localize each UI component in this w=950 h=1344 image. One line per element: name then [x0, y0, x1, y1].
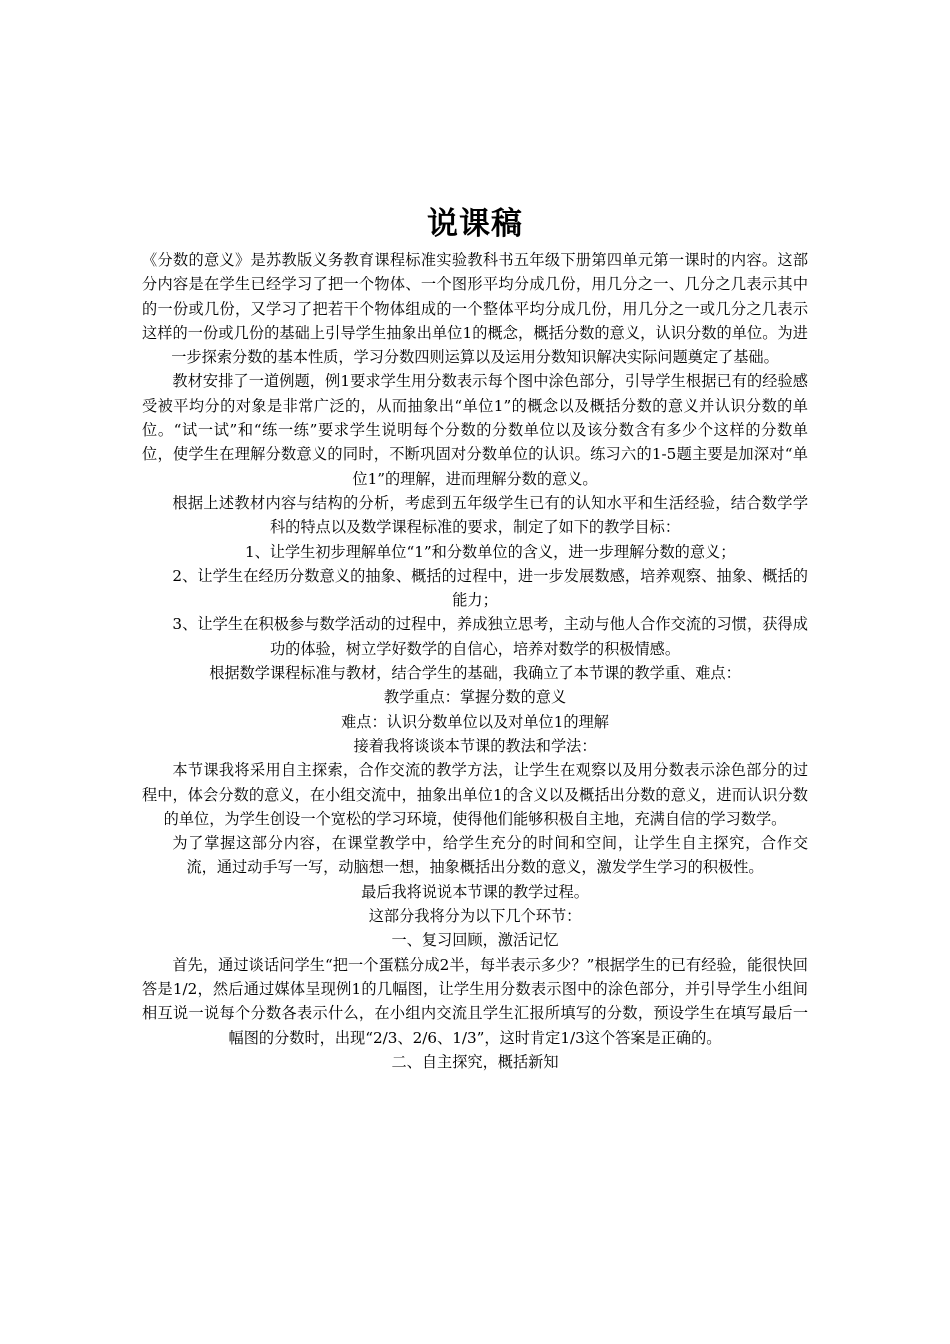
review-paragraph: 首先，通过谈话问学生“把一个蛋糕分成2半，每半表示多少？”根据学生的已有经验，能很快回答是1/2，然后通过媒体呈现例1的几幅图，让学生用分数表示图中的涂色部分，并引导学生小组间相互说一说每个分数各表示什么，在小组内交流且学生汇报所填写的分数，预设学生在填写最后一幅图的分数时，出现“2/3、2/6、1/3”，这时肯定1/3这个答案是正确的。	[142, 955, 808, 1047]
key-point: 教学重点：掌握分数的意义	[383, 688, 567, 707]
textbook-paragraph: 教材安排了一道例题，例1要求学生用分数表示每个图中涂色部分，引导学生根据已有的经验感受被平均分的对象是非常广泛的，从而抽象出“单位1”的概念以及概括分数的意义并认识分数的单位。“试一试”和“练一练”要求学生说明每个分数的分数单位以及该分数含有多少个这样的分数单位，使学生在理解分数意义的同时，不断巩固对分数单位的认识。练习六的1-5题主要是加深对“单位1”的理解，进而理解分数的意义。	[142, 372, 808, 488]
key-points-intro: 根据数学课程标准与教材，结合学生的基础，我确立了本节课的教学重、难点：	[209, 664, 741, 683]
objective-2: 2、让学生在经历分数意义的抽象、概括的过程中，进一步发展数感，培养观察、抽象、概括的能力；	[172, 566, 808, 610]
difficult-point: 难点：认识分数单位以及对单位1的理解	[341, 712, 609, 731]
document-body	[142, 248, 808, 1074]
process-parts-intro: 这部分我将分为以下几个环节：	[368, 907, 582, 926]
section-heading-2: 二、自主探究，概括新知	[391, 1052, 559, 1071]
section-heading-1: 一、复习回顾，激活记忆	[391, 931, 559, 950]
learning-method-paragraph: 为了掌握这部分内容，在课堂教学中，给学生充分的时间和空间，让学生自主探究，合作交流，通过动手写一写，动脑想一想，抽象概括出分数的意义，激发学生学习的积极性。	[172, 834, 808, 877]
objective-3: 3、让学生在积极参与数学活动的过程中，养成独立思考，主动与他人合作交流的习惯，获得成功的体验，树立学好数学的自信心，培养对数学的积极情感。	[172, 615, 808, 658]
objective-1: 1、让学生初步理解单位“1”和分数单位的含义，进一步理解分数的意义；	[244, 542, 736, 561]
objectives-intro: 根据上述教材内容与结构的分析，考虑到五年级学生已有的认知水平和生活经验，结合数学学科的特点以及数学课程标准的要求，制定了如下的教学目标：	[172, 493, 808, 537]
intro-paragraph: 《分数的意义》是苏教版义务教育课程标准实验教科书五年级下册第四单元第一课时的内容。这部分内容是在学生已经学习了把一个物体、一个图形平均分成几份，用几分之一、几分之几表示其中的一份或几份，又学习了把若干个物体组成的一个整体平均分成几份，用几分之一或几分之几表示这样的一份或几份的基础上引导学生抽象出单位1的概念，概括分数的意义，认识分数的单位。为进一步探索分数的基本性质，学习分数四则运算以及运用分数知识解决实际问题奠定了基础。	[142, 251, 808, 367]
document-title: 说课稿	[427, 206, 523, 242]
methods-intro: 接着我将谈谈本节课的教法和学法：	[353, 736, 597, 755]
process-intro: 最后我将说说本节课的教学过程。	[361, 882, 589, 901]
teaching-method-paragraph: 本节课我将采用自主探索，合作交流的教学方法，让学生在观察以及用分数表示涂色部分的过程中，体会分数的意义，在小组交流中，抽象出单位1的含义以及概括出分数的意义，进而认识分数的单位，为学生创设一个宽松的学习环境，使得他们能够积极自主地，充满自信的学习数学。	[142, 761, 808, 828]
